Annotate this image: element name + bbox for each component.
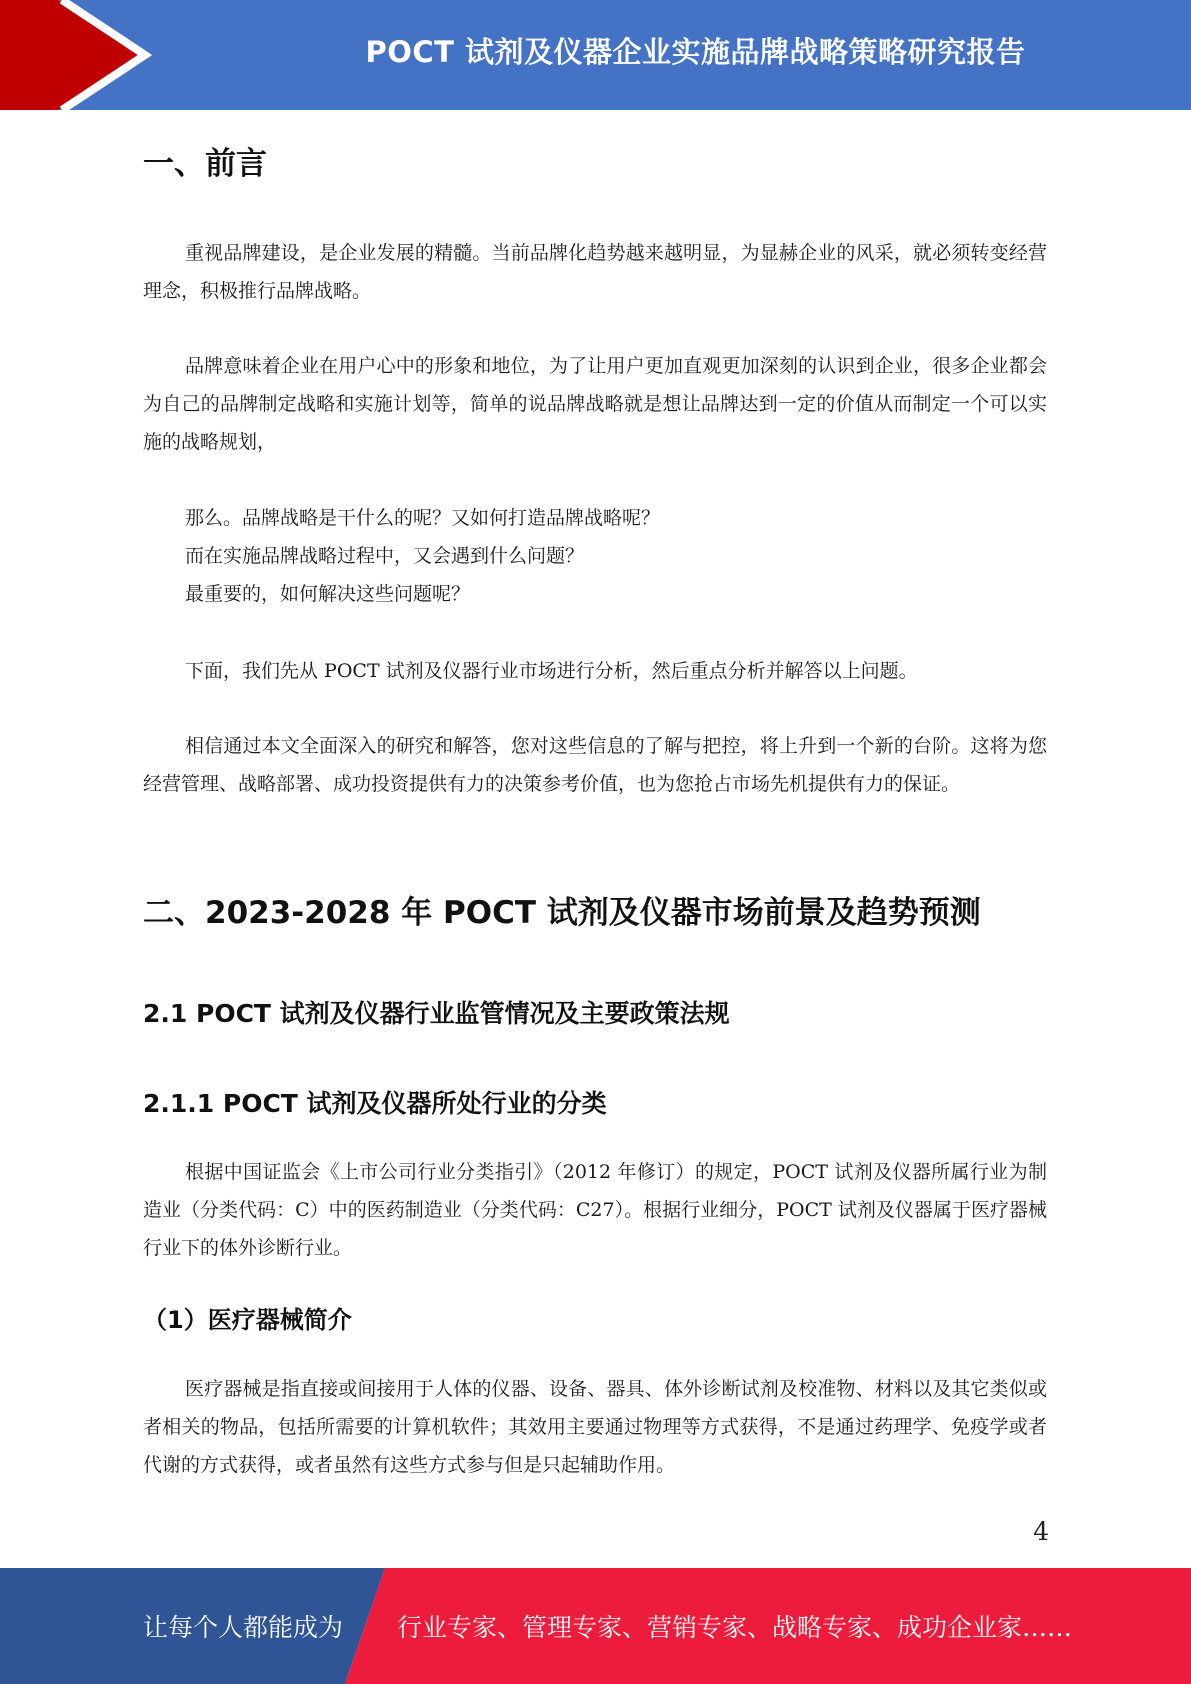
subsection-heading: 2.1 POCT 试剂及仪器行业监管情况及主要政策法规 <box>143 999 730 1028</box>
paragraph: 相信通过本文全面深入的研究和解答，您对这些信息的了解与把控，将上升到一个新的台阶。这将为您经营管理、战略部署、成功投资提供有力的决策参考价值，也为您抢占市场先机提供有力的保证。 <box>143 735 1047 795</box>
paragraph: 重视品牌建设，是企业发展的精髓。当前品牌化趋势越来越明显，为显赫企业的风采，就必须转变经营理念，积极推行品牌战略。 <box>143 242 1047 302</box>
header-chevron-decoration <box>0 0 160 110</box>
question-line: 而在实施品牌战略过程中，又会遇到什么问题？ <box>185 545 585 567</box>
subsection-heading: （1）医疗器械简介 <box>143 1306 352 1334</box>
section-heading-preface: 一、前言 <box>143 146 267 182</box>
paragraph: 根据中国证监会《上市公司行业分类指引》（2012 年修订）的规定，POCT 试剂及仪器所属行业为制造业（分类代码：C）中的医药制造业（分类代码：C27）。根据行业细分，POCT 试剂及仪器属于医疗器械行业下的体外诊断行业。 <box>143 1161 1047 1259</box>
paragraph: 品牌意味着企业在用户心中的形象和地位，为了让用户更加直观更加深刻的认识到企业，很多企业都会为自己的品牌制定战略和实施计划等，简单的说品牌战略就是想让品牌达到一定的价值从而制定一个可以实施的战略规划， <box>143 355 1047 453</box>
report-title: POCT 试剂及仪器企业实施品牌战略策略研究报告 <box>365 34 1026 69</box>
question-line: 那么。品牌战略是干什么的呢？又如何打造品牌战略呢？ <box>185 507 661 529</box>
footer-slogan-left: 让每个人都能成为 <box>143 1613 344 1642</box>
section-heading-forecast: 二、2023-2028 年 POCT 试剂及仪器市场前景及趋势预测 <box>143 895 981 931</box>
subsection-heading: 2.1.1 POCT 试剂及仪器所处行业的分类 <box>143 1089 607 1118</box>
footer-slogan-right: 行业专家、管理专家、营销专家、战略专家、成功企业家…… <box>397 1613 1073 1642</box>
page-header <box>0 0 1191 110</box>
paragraph: 医疗器械是指直接或间接用于人体的仪器、设备、器具、体外诊断试剂及校准物、材料以及其它类似或者相关的物品，包括所需要的计算机软件；其效用主要通过物理等方式获得，不是通过药理学、免疫学或者代谢的方式获得，或者虽然有这些方式参与但是只起辅助作用。 <box>143 1378 1047 1476</box>
page-footer <box>0 1568 1191 1684</box>
paragraph: 下面，我们先从 POCT 试剂及仪器行业市场进行分析，然后重点分析并解答以上问题。 <box>185 660 918 682</box>
page-number: 4 <box>1033 1517 1049 1546</box>
question-line: 最重要的，如何解决这些问题呢？ <box>185 583 471 605</box>
